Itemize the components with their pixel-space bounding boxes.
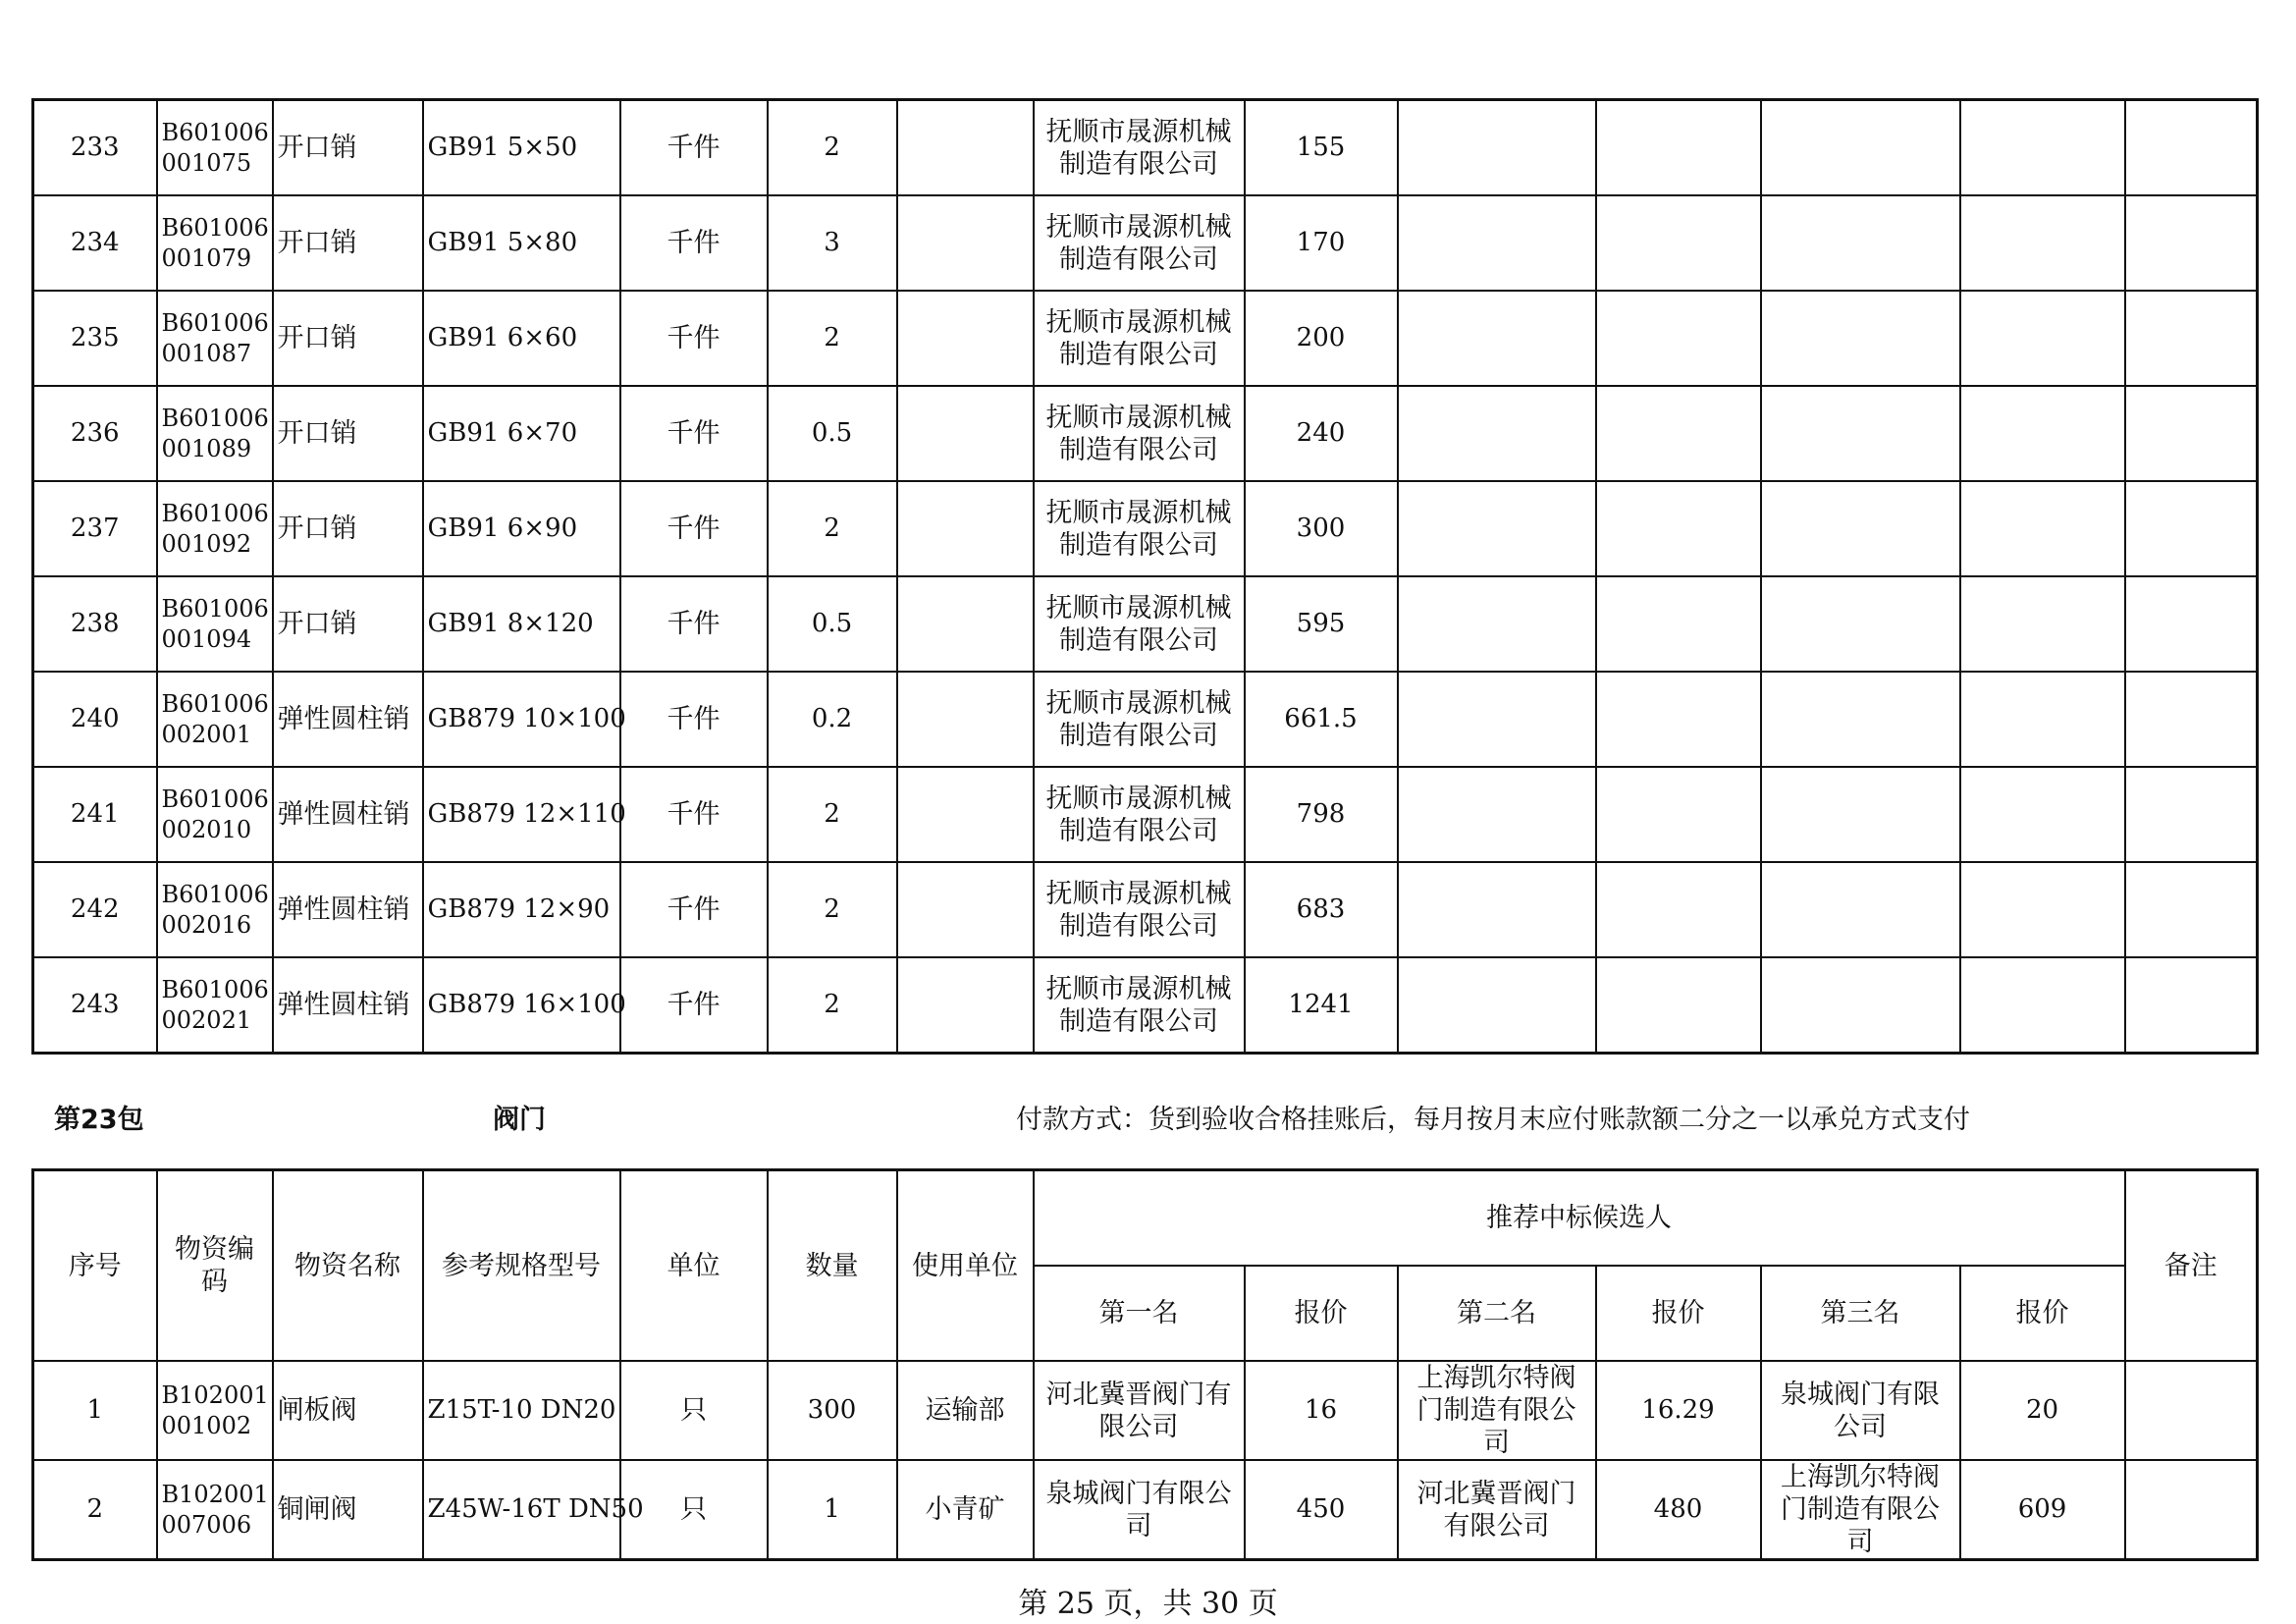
cell-third-candidate: 上海凯尔特阀门制造有限公司: [1761, 1460, 1960, 1560]
cell-name: 开口销: [273, 195, 423, 291]
cell-price3: [1960, 481, 2125, 576]
cell-price1: 200: [1245, 291, 1398, 386]
cell-third-candidate: [1761, 100, 1960, 196]
cell-third-candidate: [1761, 767, 1960, 862]
cell-price3: 609: [1960, 1460, 2125, 1560]
cell-price3: [1960, 195, 2125, 291]
cell-first-candidate: 抚顺市晟源机械制造有限公司: [1034, 386, 1245, 481]
package-label: 第23包: [54, 1105, 144, 1135]
cell-spec: GB91 8×120: [423, 576, 620, 672]
cell-first-candidate: 抚顺市晟源机械制造有限公司: [1034, 576, 1245, 672]
cell-second-candidate: [1398, 195, 1596, 291]
cell-third-candidate: [1761, 957, 1960, 1054]
cell-price3: [1960, 672, 2125, 767]
table-row: [33, 767, 2258, 862]
header-price2: 报价: [1596, 1266, 1761, 1361]
cell-dept: [897, 481, 1034, 576]
cell-code: B601006001092: [157, 481, 273, 576]
cell-no: 236: [33, 386, 157, 481]
cell-price2: 480: [1596, 1460, 1761, 1560]
cell-qty: 2: [768, 291, 897, 386]
cell-first-candidate: 抚顺市晟源机械制造有限公司: [1034, 957, 1245, 1054]
cell-third-candidate: [1761, 576, 1960, 672]
cell-qty: 2: [768, 481, 897, 576]
cell-code: B601006001087: [157, 291, 273, 386]
header-candidates: 推荐中标候选人: [1034, 1170, 2125, 1267]
cell-price2: 16.29: [1596, 1361, 1761, 1460]
cell-price3: [1960, 100, 2125, 196]
cell-qty: 1: [768, 1460, 897, 1560]
cell-name: 弹性圆柱销: [273, 957, 423, 1054]
cell-code: B102001007006: [157, 1460, 273, 1560]
cell-spec: GB879 12×90: [423, 862, 620, 957]
cell-note: [2125, 100, 2258, 196]
cell-no: 242: [33, 862, 157, 957]
cell-dept: [897, 957, 1034, 1054]
cell-price2: [1596, 576, 1761, 672]
cell-qty: 2: [768, 957, 897, 1054]
cell-code: B601006001089: [157, 386, 273, 481]
items-table-continued: [31, 98, 2259, 1055]
cell-name: 开口销: [273, 291, 423, 386]
table-row: [33, 386, 2258, 481]
cell-first-candidate: 河北冀晋阀门有限公司: [1034, 1361, 1245, 1460]
table-row: [33, 862, 2258, 957]
cell-third-candidate: [1761, 862, 1960, 957]
cell-code: B601006001094: [157, 576, 273, 672]
cell-spec: GB879 12×110: [423, 767, 620, 862]
table-row: [33, 576, 2258, 672]
cell-unit: 只: [620, 1361, 768, 1460]
cell-third-candidate: 泉城阀门有限公司: [1761, 1361, 1960, 1460]
cell-no: 2: [33, 1460, 157, 1560]
cell-dept: [897, 862, 1034, 957]
cell-qty: 0.5: [768, 386, 897, 481]
cell-second-candidate: [1398, 767, 1596, 862]
cell-price3: [1960, 862, 2125, 957]
cell-note: [2125, 1361, 2258, 1460]
cell-price1: 155: [1245, 100, 1398, 196]
cell-first-candidate: 抚顺市晟源机械制造有限公司: [1034, 481, 1245, 576]
cell-first-candidate: 抚顺市晟源机械制造有限公司: [1034, 100, 1245, 196]
table-row: [33, 195, 2258, 291]
cell-price2: [1596, 386, 1761, 481]
header-code: 物资编码: [157, 1170, 273, 1362]
cell-qty: 300: [768, 1361, 897, 1460]
cell-code: B601006002001: [157, 672, 273, 767]
cell-note: [2125, 672, 2258, 767]
cell-price3: 20: [1960, 1361, 2125, 1460]
table-row: [33, 672, 2258, 767]
cell-second-candidate: [1398, 100, 1596, 196]
cell-dept: [897, 291, 1034, 386]
cell-second-candidate: 河北冀晋阀门有限公司: [1398, 1460, 1596, 1560]
cell-code: B601006001079: [157, 195, 273, 291]
cell-no: 237: [33, 481, 157, 576]
cell-price2: [1596, 957, 1761, 1054]
cell-no: 234: [33, 195, 157, 291]
cell-price1: 1241: [1245, 957, 1398, 1054]
cell-unit: 千件: [620, 957, 768, 1054]
cell-third-candidate: [1761, 195, 1960, 291]
cell-name: 闸板阀: [273, 1361, 423, 1460]
cell-dept: [897, 195, 1034, 291]
cell-second-candidate: [1398, 481, 1596, 576]
cell-unit: 千件: [620, 767, 768, 862]
cell-price3: [1960, 386, 2125, 481]
category-label: 阀门: [493, 1105, 546, 1135]
cell-second-candidate: [1398, 672, 1596, 767]
cell-spec: GB91 5×80: [423, 195, 620, 291]
cell-qty: 2: [768, 862, 897, 957]
cell-dept: 小青矿: [897, 1460, 1034, 1560]
cell-spec: GB91 5×50: [423, 100, 620, 196]
cell-spec: GB91 6×90: [423, 481, 620, 576]
header-note: 备注: [2125, 1170, 2258, 1362]
cell-price1: 450: [1245, 1460, 1398, 1560]
cell-name: 铜闸阀: [273, 1460, 423, 1560]
cell-code: B601006002010: [157, 767, 273, 862]
header-no: 序号: [33, 1170, 157, 1362]
cell-price2: [1596, 100, 1761, 196]
header-qty: 数量: [768, 1170, 897, 1362]
cell-second-candidate: [1398, 291, 1596, 386]
cell-unit: 只: [620, 1460, 768, 1560]
cell-code: B601006002021: [157, 957, 273, 1054]
cell-note: [2125, 291, 2258, 386]
cell-qty: 3: [768, 195, 897, 291]
cell-note: [2125, 767, 2258, 862]
cell-code: B102001001002: [157, 1361, 273, 1460]
valves-table: [31, 1168, 2259, 1561]
cell-no: 1: [33, 1361, 157, 1460]
cell-dept: [897, 386, 1034, 481]
cell-name: 开口销: [273, 100, 423, 196]
cell-note: [2125, 195, 2258, 291]
cell-unit: 千件: [620, 862, 768, 957]
cell-qty: 2: [768, 767, 897, 862]
cell-spec: Z15T-10 DN20: [423, 1361, 620, 1460]
cell-price2: [1596, 195, 1761, 291]
table-row: [33, 1460, 2258, 1560]
page-number: 第 25 页，共 30 页: [1018, 1587, 1278, 1621]
cell-unit: 千件: [620, 195, 768, 291]
cell-code: B601006001075: [157, 100, 273, 196]
cell-name: 开口销: [273, 386, 423, 481]
cell-no: 238: [33, 576, 157, 672]
table-row: [33, 291, 2258, 386]
cell-price2: [1596, 481, 1761, 576]
cell-no: 235: [33, 291, 157, 386]
cell-first-candidate: 抚顺市晟源机械制造有限公司: [1034, 862, 1245, 957]
header-third: 第三名: [1761, 1266, 1960, 1361]
cell-name: 弹性圆柱销: [273, 672, 423, 767]
cell-note: [2125, 862, 2258, 957]
cell-price3: [1960, 957, 2125, 1054]
cell-price1: 170: [1245, 195, 1398, 291]
header-first: 第一名: [1034, 1266, 1245, 1361]
cell-name: 开口销: [273, 576, 423, 672]
cell-note: [2125, 1460, 2258, 1560]
cell-no: 240: [33, 672, 157, 767]
header-price3: 报价: [1960, 1266, 2125, 1361]
cell-dept: [897, 576, 1034, 672]
cell-third-candidate: [1761, 386, 1960, 481]
header-second: 第二名: [1398, 1266, 1596, 1361]
cell-name: 弹性圆柱销: [273, 767, 423, 862]
cell-note: [2125, 576, 2258, 672]
cell-no: 243: [33, 957, 157, 1054]
table-row: [33, 957, 2258, 1054]
cell-first-candidate: 抚顺市晟源机械制造有限公司: [1034, 767, 1245, 862]
cell-price1: 16: [1245, 1361, 1398, 1460]
cell-spec: GB879 10×100: [423, 672, 620, 767]
cell-note: [2125, 386, 2258, 481]
cell-no: 233: [33, 100, 157, 196]
cell-dept: [897, 100, 1034, 196]
cell-third-candidate: [1761, 291, 1960, 386]
header-name: 物资名称: [273, 1170, 423, 1362]
cell-price1: 595: [1245, 576, 1398, 672]
header-unit: 单位: [620, 1170, 768, 1362]
cell-name: 弹性圆柱销: [273, 862, 423, 957]
cell-no: 241: [33, 767, 157, 862]
cell-spec: GB91 6×60: [423, 291, 620, 386]
cell-spec: GB91 6×70: [423, 386, 620, 481]
table-row: [33, 1361, 2258, 1460]
cell-price3: [1960, 291, 2125, 386]
cell-dept: [897, 672, 1034, 767]
cell-price1: 661.5: [1245, 672, 1398, 767]
cell-second-candidate: [1398, 576, 1596, 672]
cell-code: B601006002016: [157, 862, 273, 957]
cell-dept: 运输部: [897, 1361, 1034, 1460]
cell-qty: 0.5: [768, 576, 897, 672]
cell-note: [2125, 957, 2258, 1054]
cell-second-candidate: [1398, 957, 1596, 1054]
cell-price2: [1596, 767, 1761, 862]
cell-third-candidate: [1761, 672, 1960, 767]
cell-second-candidate: [1398, 862, 1596, 957]
cell-name: 开口销: [273, 481, 423, 576]
cell-third-candidate: [1761, 481, 1960, 576]
cell-note: [2125, 481, 2258, 576]
header-dept: 使用单位: [897, 1170, 1034, 1362]
cell-spec: GB879 16×100: [423, 957, 620, 1054]
cell-price1: 300: [1245, 481, 1398, 576]
cell-first-candidate: 抚顺市晟源机械制造有限公司: [1034, 672, 1245, 767]
cell-unit: 千件: [620, 672, 768, 767]
table-row: [33, 100, 2258, 196]
payment-terms: 付款方式：货到验收合格挂账后，每月按月末应付账款额二分之一以承兑方式支付: [1016, 1105, 1970, 1135]
cell-price2: [1596, 862, 1761, 957]
cell-price1: 798: [1245, 767, 1398, 862]
cell-unit: 千件: [620, 576, 768, 672]
cell-first-candidate: 抚顺市晟源机械制造有限公司: [1034, 195, 1245, 291]
cell-unit: 千件: [620, 481, 768, 576]
cell-unit: 千件: [620, 291, 768, 386]
cell-qty: 2: [768, 100, 897, 196]
cell-first-candidate: 泉城阀门有限公司: [1034, 1460, 1245, 1560]
cell-price2: [1596, 672, 1761, 767]
cell-unit: 千件: [620, 100, 768, 196]
cell-unit: 千件: [620, 386, 768, 481]
cell-second-candidate: 上海凯尔特阀门制造有限公司: [1398, 1361, 1596, 1460]
cell-price2: [1596, 291, 1761, 386]
cell-dept: [897, 767, 1034, 862]
cell-second-candidate: [1398, 386, 1596, 481]
cell-spec: Z45W-16T DN50: [423, 1460, 620, 1560]
cell-first-candidate: 抚顺市晟源机械制造有限公司: [1034, 291, 1245, 386]
cell-qty: 0.2: [768, 672, 897, 767]
header-spec: 参考规格型号: [423, 1170, 620, 1362]
cell-price1: 683: [1245, 862, 1398, 957]
cell-price3: [1960, 767, 2125, 862]
header-price1: 报价: [1245, 1266, 1398, 1361]
cell-price1: 240: [1245, 386, 1398, 481]
cell-price3: [1960, 576, 2125, 672]
table-row: [33, 481, 2258, 576]
